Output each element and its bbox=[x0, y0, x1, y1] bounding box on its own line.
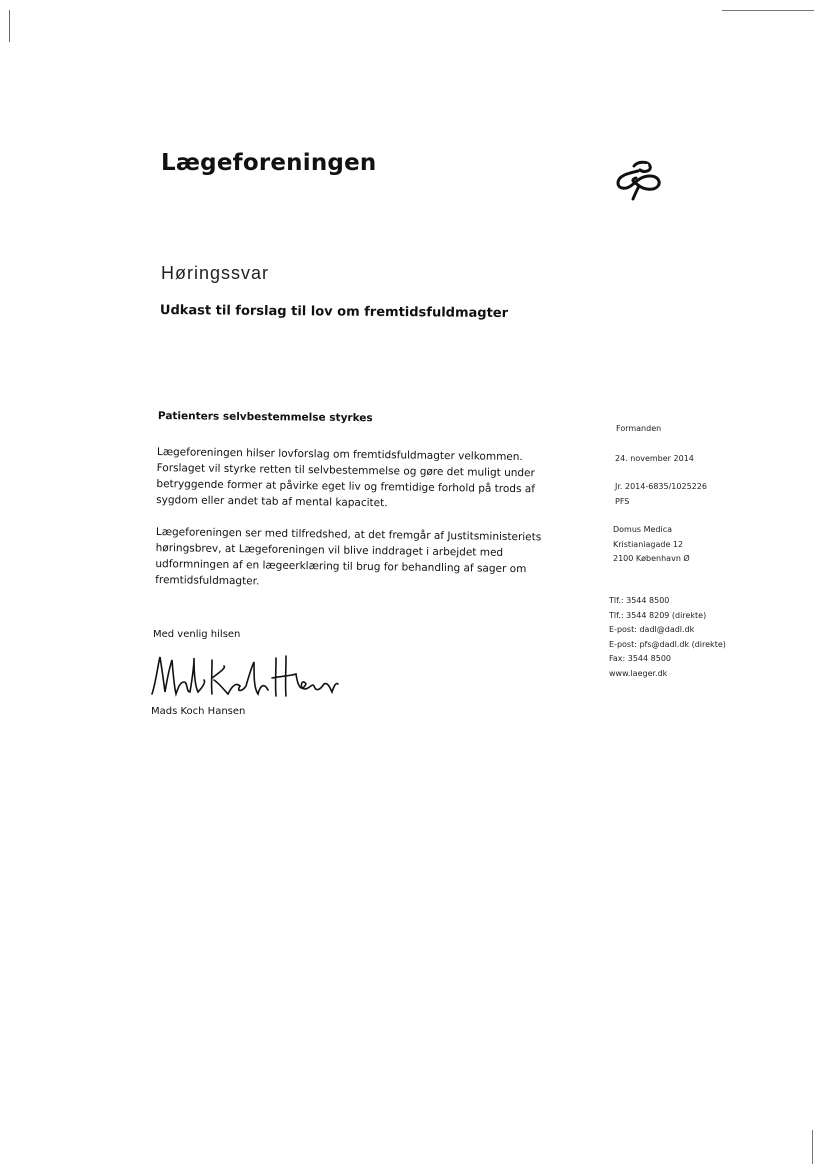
contact-line: E-post: dadl@dadl.dk bbox=[609, 625, 695, 634]
scan-edge-line-bottom bbox=[812, 1130, 813, 1164]
handwritten-signature bbox=[150, 652, 340, 702]
paragraph-line: sygdom eller andet tab af mental kapacitet. bbox=[156, 493, 388, 510]
address-block bbox=[613, 523, 690, 567]
paragraph-line: Forslaget vil styrke retten til selvbestemmelse og gøre det muligt under bbox=[156, 461, 535, 480]
document-type-heading: Høringssvar bbox=[161, 263, 270, 283]
reference-block bbox=[615, 480, 707, 509]
paragraph-line: fremtidsfuldmagter. bbox=[155, 573, 260, 588]
paragraph-1 bbox=[156, 444, 557, 514]
address-line: Kristianiagade 12 bbox=[613, 539, 684, 549]
address-line: Domus Medica bbox=[613, 525, 673, 534]
paragraph-line: udformningen af en lægeerklæring til brug for behandling af sager om bbox=[155, 557, 527, 576]
paragraph-line: høringsbrev, at Lægeforeningen vil blive inddraget i arbejdet med bbox=[155, 541, 504, 559]
contact-line: E-post: pfs@dadl.dk (direkte) bbox=[609, 639, 726, 649]
scan-edge-line-top bbox=[722, 10, 814, 11]
sender-role: Formanden bbox=[616, 424, 662, 433]
signer-name: Mads Koch Hansen bbox=[151, 706, 246, 717]
paragraph-line: Lægeforeningen hilser lovforslag om fremtidsfuldmagter velkommen. bbox=[156, 445, 523, 464]
paragraph-line: Lægeforeningen ser med tilfredshed, at det fremgår af Justitsministeriets bbox=[155, 525, 542, 544]
paragraph-2 bbox=[155, 524, 556, 594]
contact-line: Fax: 3544 8500 bbox=[609, 654, 672, 663]
closing-greeting: Med venlig hilsen bbox=[153, 629, 241, 640]
contact-line: Tlf.: 3544 8500 bbox=[609, 596, 670, 605]
journal-number: Jr. 2014-6835/1025226 bbox=[615, 482, 707, 491]
document-subject: Udkast til forslag til lov om fremtidsfuldmagter bbox=[159, 303, 509, 322]
caduceus-snake-logo-icon bbox=[612, 158, 664, 202]
website-link[interactable]: www.laeger.dk bbox=[609, 668, 668, 678]
contact-block bbox=[609, 594, 726, 681]
section-heading: Patienters selvbestemmelse styrkes bbox=[157, 410, 373, 425]
letter-date: 24. november 2014 bbox=[615, 454, 694, 463]
paragraph-line: betryggende former at påvirke eget liv og fremtidige forhold på trods af bbox=[156, 477, 536, 496]
initials: PFS bbox=[615, 496, 630, 506]
organization-name: Lægeforeningen bbox=[161, 150, 377, 176]
scan-edge-line-left bbox=[9, 10, 10, 42]
contact-line: Tlf.: 3544 8209 (direkte) bbox=[609, 610, 707, 620]
address-line: 2100 København Ø bbox=[613, 554, 690, 563]
